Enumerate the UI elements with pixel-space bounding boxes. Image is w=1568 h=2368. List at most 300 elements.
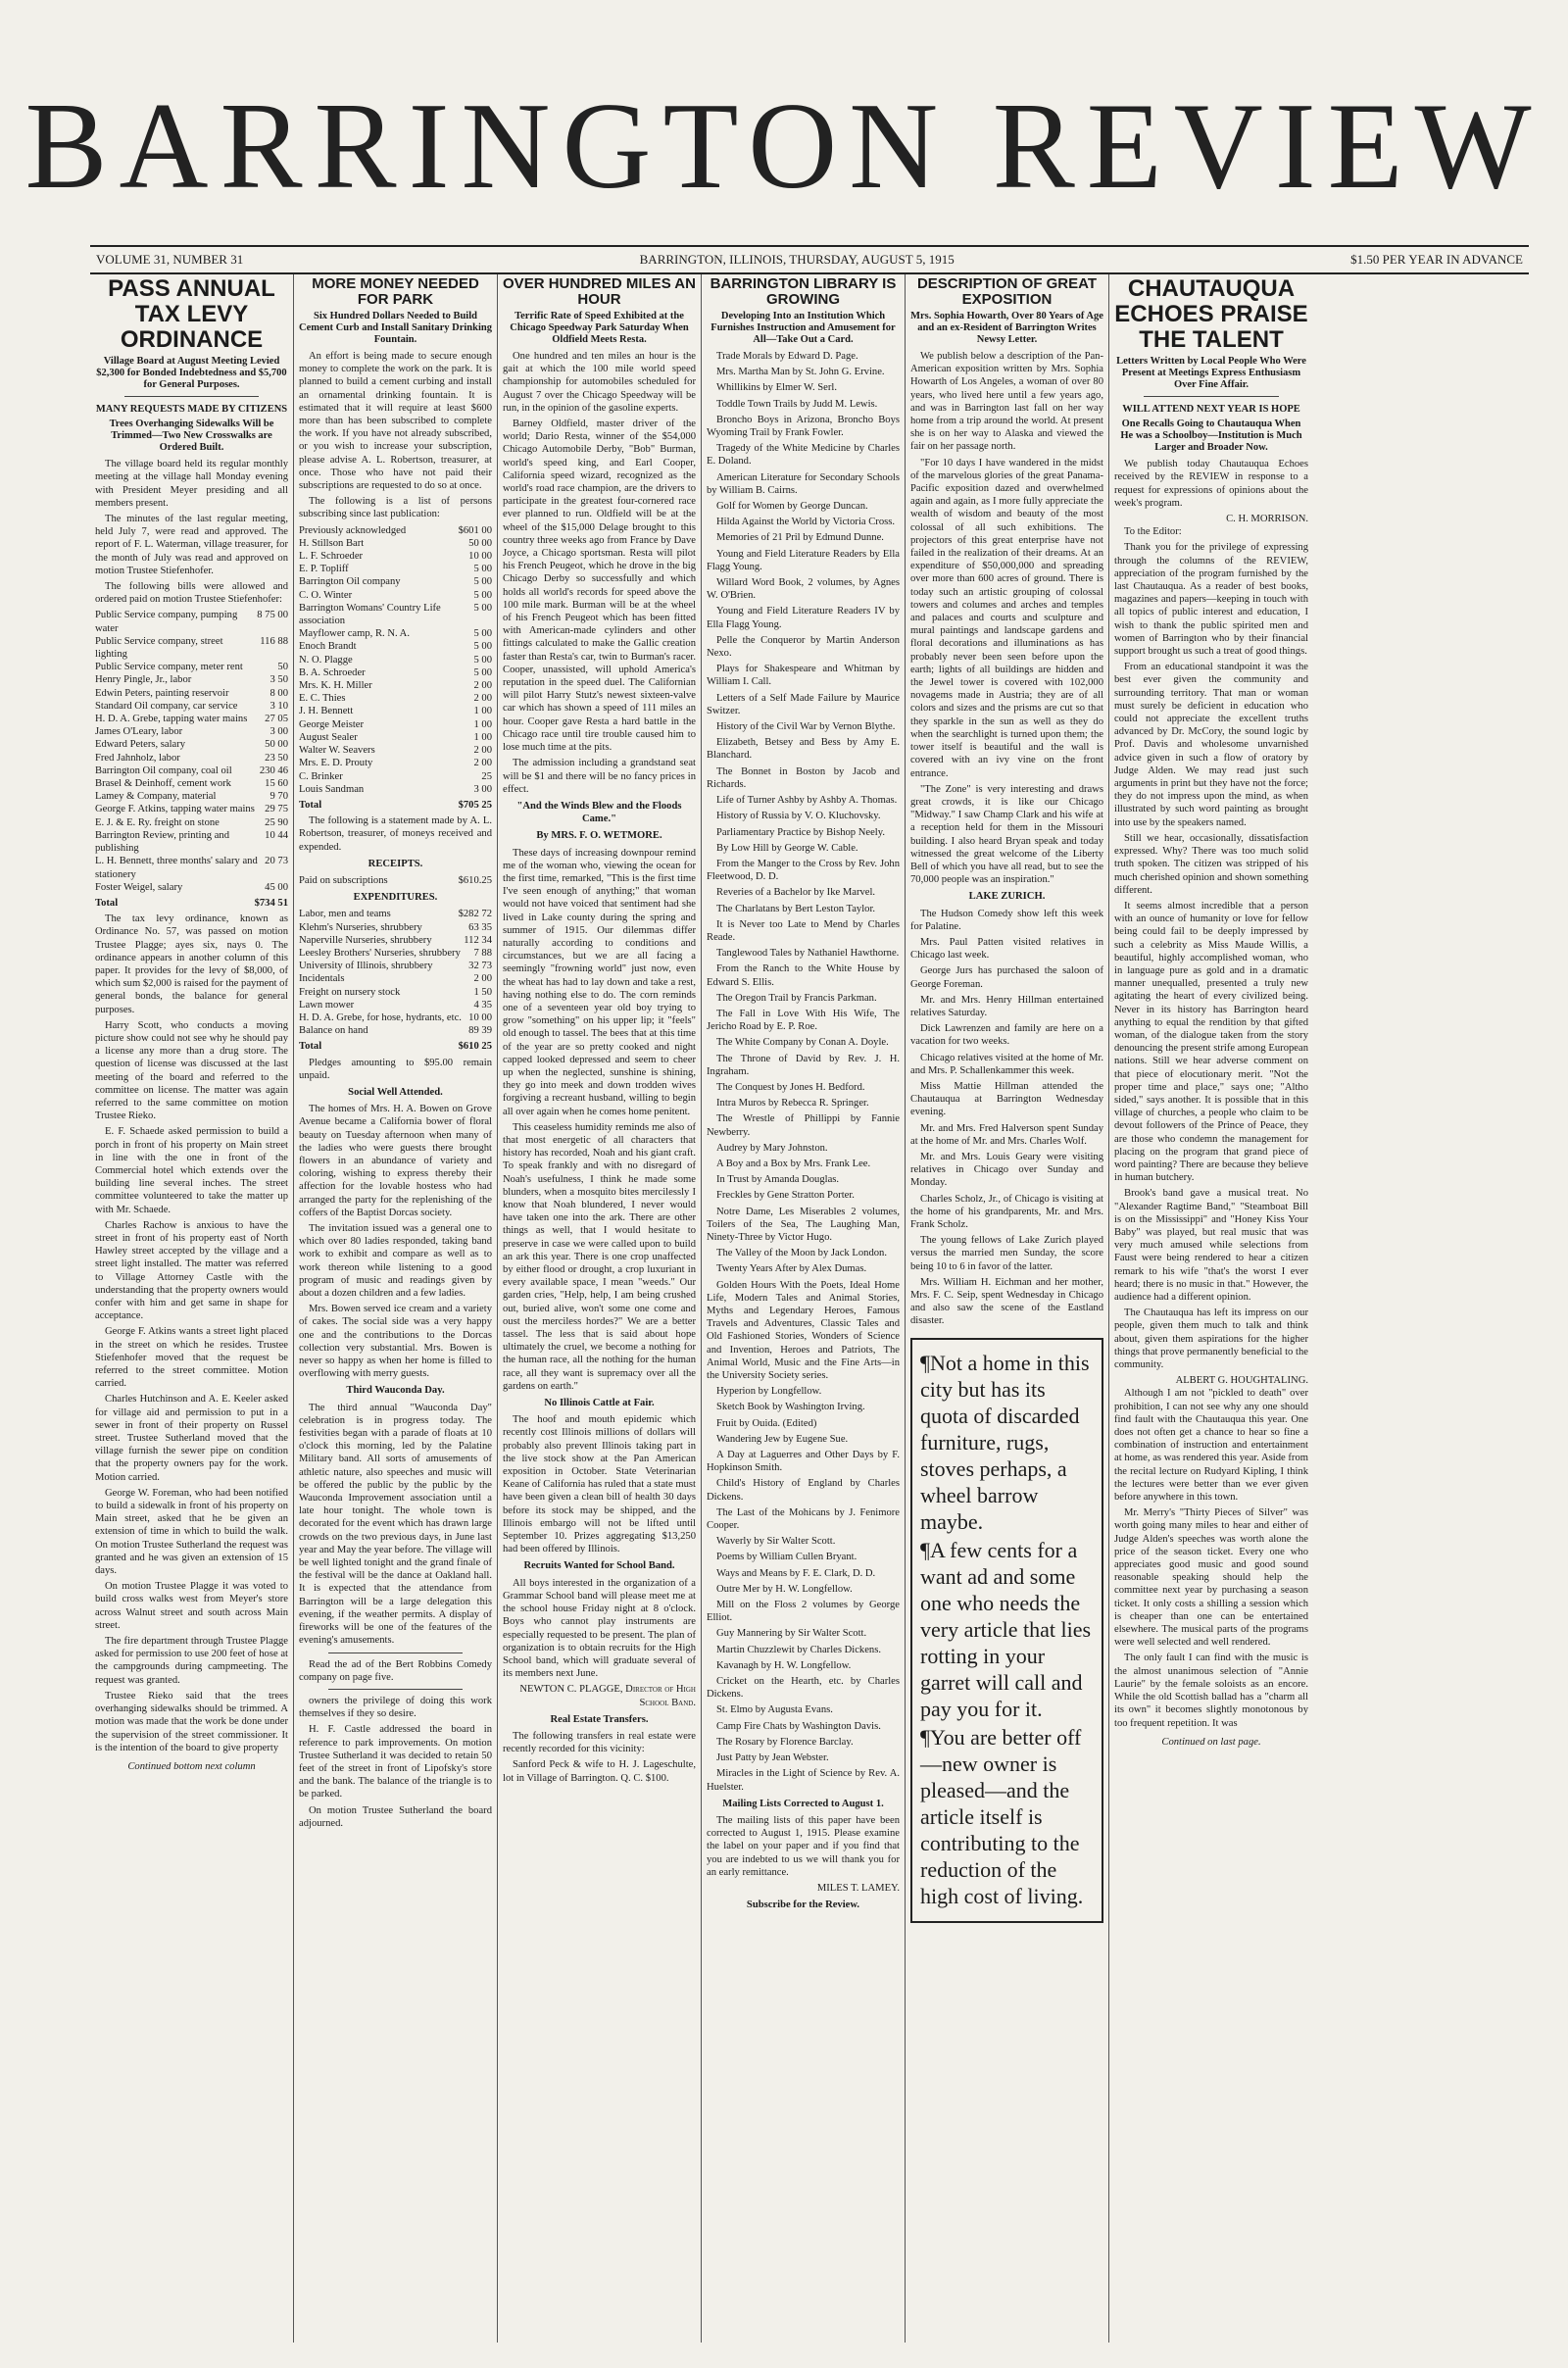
paragraph: Pledges amounting to $95.00 remain unpaid.	[299, 1057, 492, 1081]
list-item: History of Russia by V. O. Kluchovsky.	[716, 811, 881, 822]
dateline	[90, 245, 1529, 274]
ledger-label: Barrington Womans' Country Life association	[299, 602, 441, 627]
ledger-amount: 10 44	[265, 829, 288, 841]
list-item: A Boy and a Box by Mrs. Frank Lee.	[716, 1158, 871, 1169]
paragraph: Thank you for the privilege of expressing through the columns of the REVIEW, appreciation of the program furnished by the last Chautauqua. As a reader of best books, magazines and papers—keeping in touch with all topics of public interest and education, I wish to thank the public spirited men and women of Barrington who by their financial support brought us such a treat of good things.	[1114, 542, 1308, 658]
list-item: Child's History of England by Charles Dickens.	[707, 1478, 900, 1503]
ledger-row	[299, 524, 492, 537]
ledger-label: Lamey & Company, material	[95, 791, 217, 803]
ledger-label: E. C. Thies	[299, 693, 346, 705]
bills-total	[95, 897, 288, 910]
ledger-amount: 27 05	[265, 714, 288, 725]
divider	[1144, 396, 1279, 397]
paragraph: Trustee Rieko said that the trees overhanging sidewalks should be trimmed. A motion was made that the work be done under the supervision of the street commissioner. It is the intention of the board to give property	[95, 1690, 288, 1753]
list-item: Sketch Book by Washington Irving.	[716, 1402, 865, 1413]
ledger-amount: 2 00	[473, 693, 492, 705]
ledger-label: N. O. Plagge	[299, 654, 353, 666]
ledger-label: Edwin Peters, painting reservoir	[95, 687, 229, 699]
list-item: Martin Chuzzlewit by Charles Dickens.	[716, 1644, 881, 1655]
paragraph: We publish today Chautauqua Echoes received by the REVIEW in response to a request for expressions of opinions about the week's program.	[1114, 459, 1308, 509]
ledger-label: C. O. Winter	[299, 589, 353, 601]
receipts-list	[299, 874, 492, 887]
list-item: The Throne of David by Rev. J. H. Ingraham.	[707, 1053, 900, 1077]
ledger-row	[95, 829, 288, 855]
ledger-amount: 112 34	[464, 934, 492, 946]
subscribe-note: Subscribe for the Review.	[746, 1899, 860, 1911]
ledger-label: George F. Atkins, tapping water mains	[95, 804, 255, 815]
paragraph: Sanford Peck & wife to H. J. Lageschulte, lot in Village of Barrington. Q. C. $100.	[503, 1759, 696, 1784]
subhead-transfers: Real Estate Transfers.	[550, 1713, 649, 1725]
list-item: Mr. and Mrs. Fred Halverson spent Sunday at the home of Mr. and Mrs. Charles Wolf.	[910, 1122, 1103, 1147]
ledger-label: Public Service company, street lighting	[95, 635, 223, 661]
ledger-label: B. A. Schroeder	[299, 666, 366, 678]
ledger-row	[95, 738, 288, 751]
ledger-amount: 25 90	[265, 816, 288, 828]
ledger-row	[299, 921, 492, 934]
ledger-row	[299, 1011, 492, 1024]
list-item: George Jurs has purchased the saloon of George Foreman.	[910, 965, 1103, 990]
list-item: The Hudson Comedy show left this week for Palatine.	[910, 908, 1103, 932]
divider	[328, 1689, 463, 1690]
ledger-amount: 10 00	[468, 551, 492, 563]
list-item: A Day at Laguerres and Other Days by F. Hopkinson Smith.	[707, 1450, 900, 1474]
deck-chautauqua: Letters Written by Local People Who Were Present at Meetings Express Enthusiasm Over Fine Affair.	[1116, 356, 1306, 390]
ledger-amount: 2 00	[473, 745, 492, 757]
list-item: Life of Turner Ashby by Ashby A. Thomas.	[716, 795, 898, 807]
ledger-row	[95, 765, 288, 777]
subhead-mailing: Mailing Lists Corrected to August 1.	[722, 1798, 884, 1809]
ledger-row	[299, 627, 492, 640]
ledger-label: C. Brinker	[299, 770, 343, 782]
ledger-label: Mayflower camp, R. N. A.	[299, 628, 410, 640]
list-item: From the Ranch to the White House by Edward S. Ellis.	[707, 963, 900, 988]
paragraph: One hundred and ten miles an hour is the gait at which the 100 mile world speed championship for automobiles scheduled for August 7 over the Chicago Speedway will be run, in the opinion of the gasoline experts.	[503, 351, 696, 414]
subhead-requests: MANY REQUESTS MADE BY CITIZENS	[95, 404, 288, 415]
list-item: Notre Dame, Les Miserables 2 volumes, Toilers of the Sea, The Laughing Man, Ninety-Three by Victor Hugo.	[707, 1206, 900, 1243]
paragraph: It seems almost incredible that a person with an ounce of humanity or love for fellow being could fail to be deeply impressed by such a celebrity as Miss Maude Willis, a beautiful, highly accomplished woman, who in language pure as gold and in a dramatic manner unequalled, presented a truly new agitating the heart of every civilized being. Never in its history has Barrington heard anything to equal the rendition by that gifted woman, of the dialogue taken from the story denouncing the present strife among European nations. Still we hear adverse comment on that piece of elocutionary merit. "Not the proper time and place," says one; "Altho sided," says another. It is possible that in this village of churches, a people who claim to be devout followers of the Prince of Peace, they are those who condemn the management for placing on the program that grand piece of word painting? There are because they believe in human butchery.	[1114, 900, 1308, 1184]
paragraph: The third annual "Wauconda Day" celebration is in progress today. The festivities began with a parade of floats at 10 o'clock this morning, led by the Palatine Military band. All sorts of amusements of athletic nature, also speeches and music will be offered the public by the public by the Wauconda Improvement association until a late hour tonight. The whole town is decorated for the event which has drawn large crowds on the two previous days, in June last year and May the year before. The village will be well lighted tonight and the grand finale of the festival will be the dance at Oakland hall. It is expected that the attendance from Barrington will be a large delegation this evening, if the weather permits. A display of fireworks will be one of the features of the evening's amusements.	[299, 1402, 492, 1647]
list-item: The Charlatans by Bert Leston Taylor.	[716, 903, 876, 914]
ledger-row	[95, 752, 288, 765]
list-item: Ways and Means by F. E. Clark, D. D.	[716, 1567, 876, 1579]
signature: NEWTON C. PLAGGE, Director of High School Band.	[519, 1684, 696, 1708]
headline-exposition: DESCRIPTION OF GREAT EXPOSITION	[916, 275, 1098, 308]
ledger-amount: 25	[481, 770, 492, 782]
deck-speed: Terrific Rate of Speed Exhibited at the Chicago Speedway Park Saturday When Oldfield Meets Resta.	[510, 311, 689, 345]
ledger-row	[299, 654, 492, 666]
columns	[90, 274, 1529, 2343]
ledger-row	[299, 874, 492, 887]
signature: ALBERT G. HOUGHTALING.	[1175, 1375, 1308, 1387]
headline-tax-levy: PASS ANNUAL TAX LEVY ORDINANCE	[108, 275, 275, 353]
subhead-floods: "And the Winds Blew and the Floods Came."	[516, 800, 682, 825]
ledger-amount: 32 73	[468, 961, 492, 972]
ledger-label: Henry Pingle, Jr., labor	[95, 674, 192, 686]
subhead-social: Social Well Attended.	[348, 1086, 443, 1098]
ledger-row	[299, 575, 492, 588]
paragraph: The homes of Mrs. H. A. Bowen on Grove Avenue became a California bower of floral beauty on Tuesday afternoon when many of the ladies who were guests there brought flowers in an abundance of variety and coloring, wishing to express thereby their affection for the lovable hostess who had arranged the party for the replenishing of the coffers of the Baptist Dorcas society.	[299, 1104, 492, 1218]
list-item: The Last of the Mohicans by J. Fenimore Cooper.	[707, 1506, 900, 1532]
deck-park: Six Hundred Dollars Needed to Build Cement Curb and Install Sanitary Drinking Fountain.	[299, 311, 492, 345]
ledger-row	[95, 713, 288, 725]
list-item: Letters of a Self Made Failure by Maurice Switzer.	[707, 692, 900, 716]
ledger-label: H. D. A. Grebe, for hose, hydrants, etc.	[299, 1011, 462, 1023]
list-item: St. Elmo by Augusta Evans.	[716, 1704, 833, 1716]
list-item: Willard Word Book, 2 volumes, by Agnes W. O'Brien.	[707, 577, 900, 602]
ledger-row	[95, 881, 288, 894]
paragraph: The following is a list of persons subscribing since last publication:	[299, 496, 492, 520]
list-item: Young and Field Literature Readers by Ella Flagg Young.	[707, 548, 900, 572]
column-1	[90, 274, 294, 2343]
total-label: Total	[299, 799, 322, 811]
ledger-row	[299, 934, 492, 947]
list-item: The Valley of the Moon by Jack London.	[716, 1248, 887, 1259]
list-item: Kavanagh by H. W. Longfellow.	[716, 1659, 852, 1671]
list-item: Trade Morals by Edward D. Page.	[716, 351, 858, 362]
ledger-row	[299, 731, 492, 744]
ledger-row	[95, 803, 288, 815]
list-item: Whillikins by Elmer W. Serl.	[716, 382, 837, 394]
ledger-row	[299, 986, 492, 999]
paragraph: "The Zone" is very interesting and draws great crowds, it is like our Chicago "Midway." I saw Champ Clark and his wife at a reception held for them in the Missouri building. I also heard Bryan speak and today witnessed the great welcome of the Liberty Bell of which you have all read, but to see the 70,000 people was an inspiration."	[910, 783, 1103, 886]
signature: C. H. MORRISON.	[1226, 514, 1308, 525]
paragraph: On motion Trustee Plagge it was voted to build cross walks west from Meyer's store across Walnut street and south across Main street.	[95, 1581, 288, 1631]
list-item: Toddle Town Trails by Judd M. Lewis.	[716, 398, 878, 410]
ledger-row	[299, 960, 492, 972]
list-item: The Rosary by Florence Barclay.	[716, 1736, 854, 1748]
ledger-amount: 9 70	[270, 791, 288, 803]
deck-sidewalks: Trees Overhanging Sidewalks Will be Trimmed—Two New Crosswalks are Ordered Built.	[109, 419, 274, 454]
list-item: Mill on the Floss 2 volumes by George Elliot.	[707, 1600, 900, 1624]
headline-library: BARRINGTON LIBRARY IS GROWING	[710, 275, 897, 308]
ledger-amount: 5 00	[473, 666, 492, 678]
ledger-label: E. J. & E. Ry. freight on stone	[95, 816, 220, 828]
paragraph: Charles Hutchinson and A. E. Keeler asked for village aid and permission to put in a sewer in front of their property on Russel street. Trustee Sutherland moved that the village furnish the sewer pipe on condition that the property owners pay for the work. Motion carried.	[95, 1394, 288, 1483]
ledger-amount: 2 00	[473, 680, 492, 692]
want-ad-box	[910, 1338, 1103, 1923]
list-item: Miracles in the Light of Science by Rev. A. Huelster.	[707, 1768, 900, 1793]
deck-tax-levy: Village Board at August Meeting Levied $2,300 for Bonded Indebtedness and $5,700 for General Purposes.	[96, 356, 287, 390]
ledger-amount: 1 00	[473, 731, 492, 743]
ledger-amount: 1 00	[473, 718, 492, 730]
ledger-amount: 50	[277, 662, 288, 673]
ledger-amount: 20 73	[265, 856, 288, 867]
list-item: Camp Fire Chats by Washington Davis.	[716, 1720, 881, 1732]
list-item: Young and Field Literature Readers IV by Ella Flagg Young.	[707, 606, 900, 630]
ledger-label: Klehm's Nurseries, shrubbery	[299, 921, 422, 933]
paragraph: owners the privilege of doing this work themselves if they so desire.	[299, 1695, 492, 1720]
ledger-amount: 8 00	[270, 687, 288, 699]
ledger-row	[95, 725, 288, 738]
place-date: BARRINGTON, ILLINOIS, THURSDAY, AUGUST 5, 1915	[639, 252, 955, 267]
subs-total	[299, 799, 492, 812]
ledger-amount: 8 75 00	[257, 610, 288, 621]
ledger-row	[299, 999, 492, 1011]
ledger-label: E. P. Topliff	[299, 564, 349, 575]
paragraph: "For 10 days I have wandered in the midst of the marvelous glories of the great Panama-Pacific exposition dazed and overwhelmed again and again, as I more fully appreciate the wealth of wisdom and beauty of the most colossal of all such exhibitions. The projectors of this great enterprise have not failed in the realization of their dreams. At an expenditure of $50,000,000 and spreading over more than 600 acres of ground. There is today such an artistic grouping of colossal towers and columes and arches and temples and palaces and courts and sculpture and mural paintings and landscape gardens and floral decorations and illuminations as has probably never been seen before upon the earth; lights of all buildings are hidden and the Jewel tower is covered with 102,000 novagems made in Austria; they are of all colors and sizes and the prisms are cut so that they sparkle in the sun as well as they do when the searchlight is turned upon them; the tower itself is beautiful and the wall is covered with an ivy vine on the front entrance.	[910, 457, 1103, 779]
list-item: American Literature for Secondary Schools by William B. Cairns.	[707, 471, 900, 496]
signature: MILES T. LAMEY.	[816, 1882, 900, 1894]
paragraph: Read the ad of the Bert Robbins Comedy company on page five.	[299, 1658, 492, 1683]
paragraph: To the Editor:	[1124, 526, 1182, 538]
ledger-amount: 45 00	[265, 881, 288, 893]
ledger-label: Barrington Oil company, coal oil	[95, 765, 232, 776]
ledger-amount: 5 00	[473, 576, 492, 588]
subhead-wauconda: Third Wauconda Day.	[346, 1385, 445, 1397]
paragraph: E. F. Schaede asked permission to build a porch in front of his property on Main street in line with the one in front of the Commercial hotel which extends over the building line several inches. The street committee volunteered to take the matter up with Mr. Schaede.	[95, 1126, 288, 1215]
column-6	[1109, 274, 1313, 2343]
ledger-row	[299, 679, 492, 692]
ledger-amount: 5 00	[473, 602, 492, 614]
ledger-label: Enoch Brandt	[299, 641, 357, 653]
list-item: The White Company by Conan A. Doyle.	[716, 1037, 889, 1049]
column-5	[906, 274, 1109, 2343]
ledger-row	[299, 718, 492, 731]
masthead	[0, 0, 1568, 245]
list-item: ¶A few cents for a want ad and some one who needs the very article that lies rotting in your garret will call and pay you for it.	[920, 1537, 1092, 1721]
ledger-amount: 89 39	[468, 1025, 492, 1037]
ledger-amount: 5 00	[473, 564, 492, 575]
list-item: Poems by William Cullen Bryant.	[716, 1552, 858, 1563]
ledger-label: Walter W. Seavers	[299, 745, 375, 757]
ledger-row	[299, 972, 492, 985]
paragraph: The following bills were allowed and ordered paid on motion Trustee Stiefenhofer:	[95, 581, 288, 606]
ledger-label: Incidentals	[299, 973, 345, 985]
list-item: Freckles by Gene Stratton Porter.	[716, 1190, 855, 1202]
ledger-amount: 29 75	[265, 804, 288, 815]
ledger-label: Balance on hand	[299, 1025, 368, 1037]
list-item: In Trust by Amanda Douglas.	[716, 1174, 840, 1186]
paragraph: Still we hear, occasionally, dissatisfaction expressed. Why? There was too much solid truth spoken. The citizen was stripped of his much cherished opinion and shown something different.	[1114, 832, 1308, 896]
list-item: Waverly by Sir Walter Scott.	[716, 1536, 836, 1548]
ledger-amount: 5 00	[473, 628, 492, 640]
ledger-row	[299, 908, 492, 920]
list-item: Mr. and Mrs. Louis Geary were visiting relatives in Chicago over Sunday and Monday.	[910, 1151, 1103, 1189]
ledger-row	[95, 777, 288, 790]
ledger-amount: 5 00	[473, 641, 492, 653]
ledger-row	[95, 855, 288, 880]
paragraph: From an educational standpoint it was the best ever given the community and surrounding territory. That man or woman must surely be deficient in education who could not appreciate the excellent truths advanced by Dr. McCory, the sound logic by Prof. Davis and wholesome unvarnished advice given in such a flow of oratory by Judge Alden. We may read just such arguments in print but they have not the force; they do not impress upon the mind, as when illustrated by such word painting as brought into use by the speakers named.	[1114, 662, 1308, 828]
ledger-row	[95, 816, 288, 829]
paragraph: The hoof and mouth epidemic which recently cost Illinois millions of dollars will probably also prevent Illinois taking part in the live stock show at the Pan American exposition in October. State Veterinarian Keane of California has ruled that a state must have been given a clean bill of health 30 days before its stock may be shipped, and the Illinois embargo will not be lifted until September 10. Prizes aggregating $13,250 had been offered by Illinois.	[503, 1414, 696, 1555]
ledger-label: L. H. Bennett, three months' salary and stationery	[95, 856, 258, 880]
list-item: Twenty Years After by Alex Dumas.	[716, 1263, 867, 1275]
ledger-row	[299, 783, 492, 796]
list-item: The Conquest by Jones H. Bedford.	[716, 1081, 865, 1093]
newspaper-title: BARRINGTON REVIEW	[24, 78, 1544, 215]
ledger-row	[299, 550, 492, 563]
paragraph: This ceaseless humidity reminds me also of that most energetic of all characters that history has recorded, Noah and his giant craft. To speak frankly and with no disregard of Noah's usefulness, I think he made some blunders, when a mosquito bites mercilessly I know that Noah blundered, I never would have taken one into the ark. There are other things as well, that I would hesitate to preserve in case we were called upon to build an ark this year. There is one crop unaffected by either flood or drought, a crop luxuriant in every available space, I mean "weeds." Our garden cries, "Help, help, I am being crushed out, buried alive, won't some one come and oust the merciless hordes?" We are a better tassel. The less that is said about hope ultimately the cruel, we become a nothing for the human race, all the nothing for the human race, all they want is supremacy over all the gardens on earth."	[503, 1121, 696, 1392]
list-item: Guy Mannering by Sir Walter Scott.	[716, 1628, 867, 1640]
list-item: ¶Not a home in this city but has its quota of discarded furniture, rugs, stoves perhaps, a wheel barrow maybe.	[920, 1350, 1090, 1534]
paragraph: The mailing lists of this paper have been corrected to August 1, 1915. Please examine the label on your paper and if you find that you are indebted to us we will thank you for an early remittance.	[707, 1814, 900, 1878]
headline-chautauqua: CHAUTAUQUA ECHOES PRAISE THE TALENT	[1114, 275, 1308, 353]
ledger-label: Labor, men and teams	[299, 909, 391, 920]
list-item: Mrs. Martha Man by St. John G. Ervine.	[716, 367, 885, 378]
ledger-amount: 1 00	[473, 706, 492, 717]
list-item: Hilda Against the World by Victoria Cross.	[716, 517, 896, 528]
subhead-cattle: No Illinois Cattle at Fair.	[544, 1398, 655, 1409]
list-item: Intra Muros by Rebecca R. Springer.	[716, 1098, 869, 1110]
ledger-row	[95, 790, 288, 803]
deck-schoolboy: One Recalls Going to Chautauqua When He was a Schoolboy—Institution is Much Larger and Broader Now.	[1120, 419, 1302, 454]
headline-speed: OVER HUNDRED MILES AN HOUR	[503, 275, 696, 308]
list-item: Parliamentary Practice by Bishop Neely.	[716, 826, 885, 838]
list-item: The Oregon Trail by Francis Parkman.	[716, 992, 877, 1004]
ledger-label: Public Service company, pumping water	[95, 610, 238, 634]
paragraph: Harry Scott, who conducts a moving picture show could not see why he should pay a license any more than a drug store. The question of license was discussed at the last meeting of the board and referred to the committee on license. The matter was again referred to the same committee on motion Trustee Rieko.	[95, 1019, 288, 1122]
ledger-label: George Meister	[299, 718, 364, 730]
subhead-band: Recruits Wanted for School Band.	[523, 1560, 675, 1572]
paragraph: The only fault I can find with the music is the almost unanimous selection of "Annie Laurie" by the female soloists as an encore. While the old Scottish ballad has a "charm all its own" it becomes slightly monotonous by too frequent repetition. It was	[1114, 1653, 1308, 1729]
list-item: Broncho Boys in Arizona, Broncho Boys Wyoming Trail by Frank Fowler.	[707, 414, 900, 439]
list-item: Outre Mer by H. W. Longfellow.	[716, 1583, 853, 1595]
paragraph: The village board held its regular monthly meeting at the village hall Monday evening with President Meyer presiding and all members present.	[95, 459, 288, 509]
paragraph: On motion Trustee Sutherland the board adjourned.	[299, 1804, 492, 1829]
ledger-label: H. D. A. Grebe, tapping water mains	[95, 714, 248, 725]
ledger-amount: 50 00	[468, 537, 492, 549]
ledger-row	[299, 537, 492, 550]
paragraph: The invitation issued was a general one to which over 80 ladies responded, taking band work to exhibit and compare as well as to work thereon while listening to a good program of music and readings given by about a dozen children and a few ladies.	[299, 1223, 492, 1300]
total-label: Total	[95, 897, 119, 909]
paragraph: We publish below a description of the Pan-American exposition written by Mrs. Sophia Howarth of Los Angeles, a woman of over 80 years, who lived here until a few years ago, and was in Barrington last fall on her way home from a trip around the world. At present she is on her way to Alaska and viewed the fair on her passage north.	[910, 351, 1103, 453]
list-item: The Wrestle of Phillippi by Fannie Newberry.	[707, 1113, 900, 1138]
byline: By MRS. F. O. WETMORE.	[536, 830, 662, 842]
list-item: Golf for Women by George Duncan.	[716, 501, 868, 513]
ledger-label: Barrington Review, printing and publishing	[95, 829, 230, 855]
ledger-label: Edward Peters, salary	[95, 739, 186, 751]
ledger-amount: 3 10	[270, 700, 288, 712]
paragraph: These days of increasing downpour remind me of the woman who, viewing the ocean for the first time, remarked, "This is the first time I've seen enough of anything;" that woman would not have voiced that sentiment had she lived in Lake county during the spring and summer of 1915. Our dilemmas differ naturally according to conditions and circumstances, but we are all facing a seemingly "frowning world" just now, even the wheat has had to lay down and take a rest, having nothing else to do. The corn reminds one of a seventeen year old boy trying to grow "something" on his upper lip; it "feels" old enough to tassel. The bees that at this time of the year are so pretty cooked and night capped looked depressed and seem to cheer up when the neglected, sunshine is shining, they go into meek and down trodden wives forgiving a recreant husband, willing to begin all over again when he comes home penitent.	[503, 847, 696, 1117]
paragraph: George W. Foreman, who had been notified to build a sidewalk in front of his property on Main street, asked that he be given an extension of time in which to build the walk. On motion Trustee Sutherland the request was granted and he was given an extension of 15 days.	[95, 1487, 288, 1577]
paragraph: The following is a statement made by A. L. Robertson, treasurer, of moneys received and expended.	[299, 815, 492, 853]
subscription-price: $1.50 PER YEAR IN ADVANCE	[1350, 252, 1523, 267]
expenditures-list	[299, 908, 492, 1037]
ledger-amount: 63 35	[468, 921, 492, 933]
list-item: Charles Scholz, Jr., of Chicago is visiting at the home of his grandparents, Mr. and Mrs. Frank Scholz.	[910, 1193, 1103, 1230]
list-item: Plays for Shakespeare and Whitman by William I. Call.	[707, 664, 900, 688]
ledger-amount: 116 88	[260, 635, 288, 647]
ledger-row	[299, 692, 492, 705]
ledger-amount: 10 00	[468, 1011, 492, 1023]
ledger-label: Barrington Oil company	[299, 576, 401, 588]
deck-library: Developing Into an Institution Which Furnishes Instruction and Amusement for All—Take Out a Card.	[710, 311, 896, 345]
ledger-amount: 3 00	[473, 783, 492, 795]
ledger-amount: 230 46	[259, 765, 288, 776]
list-item: Memories of 21 Pril by Edmund Dunne.	[716, 532, 884, 544]
ledger-label: Foster Weigel, salary	[95, 881, 183, 893]
expenditures-heading: EXPENDITURES.	[353, 892, 438, 904]
lake-zurich-items	[910, 908, 1103, 1328]
ledger-amount: $610.25	[458, 874, 492, 886]
ledger-amount: 4 35	[473, 999, 492, 1011]
ledger-amount: 2 00	[473, 758, 492, 769]
list-item: From the Manger to the Cross by Rev. John Fleetwood, D. D.	[707, 858, 900, 883]
paragraph: George F. Atkins wants a street light placed in the street on which he resides. Trustee Stiefenhofer moved that the request be referred to the street committee. Motion carried.	[95, 1326, 288, 1390]
paragraph: Brook's band gave a musical treat. No "Alexander Ragtime Band," "Steamboat Bill is on the Mississippi" and "Honey Kiss Your Baby" was played, but real music that was very much amused while selections from Faust were being rendered to hear a citizen remark to his wife "that's the worst I ever heard; there is no music in that." However, the audience had a different opinion.	[1114, 1188, 1308, 1303]
column-2	[294, 274, 498, 2343]
ledger-label: Public Service company, meter rent	[95, 662, 243, 673]
list-item: Golden Hours With the Poets, Ideal Home Life, Modern Tales and Animal Stories, Myths and Legendary Heroes, Famous Travels and Adventures, Classic Tales and Old Fashioned Stories, Wonders of Science and Invention, Heroes and Patriots, The Animal World, Music and the Fine Arts—in the University Society series.	[707, 1279, 900, 1382]
ledger-label: H. Stillson Bart	[299, 537, 365, 549]
ledger-row	[299, 947, 492, 960]
list-item: The Bonnet in Boston by Jacob and Richards.	[707, 765, 900, 790]
ledger-amount: 5 00	[473, 589, 492, 601]
ledger-row	[95, 609, 288, 634]
ledger-row	[299, 757, 492, 769]
ledger-row	[299, 640, 492, 653]
ledger-label: Lawn mower	[299, 999, 355, 1011]
list-item: It is Never too Late to Mend by Charles Reade.	[707, 918, 900, 943]
paragraph: The tax levy ordinance, known as Ordinance No. 57, was passed on motion Trustee Plagge; ayes six, nays 0. The ordinance appears in another column of this paper. It provides for the levy of $8,000, of which sum $2,000 is raised for the payment of general bonds, the balance for general purposes.	[95, 913, 288, 1015]
ledger-row	[95, 687, 288, 700]
ledger-row	[299, 770, 492, 783]
ledger-label: L. F. Schroeder	[299, 551, 364, 563]
ledger-amount: 1 50	[473, 986, 492, 998]
ledger-label: August Sealer	[299, 731, 358, 743]
ledger-amount: 3 50	[270, 674, 288, 686]
ledger-label: J. H. Bennett	[299, 706, 354, 717]
paragraph: Charles Rachow is anxious to have the street in front of his property east of North Hawley street accepted by the village and a street light installed. The matter was referred to Village Attorney Castle with the understanding that the property owners would confer with him and get same in shape for acceptance.	[95, 1219, 288, 1322]
ledger-label: Paid on subscriptions	[299, 874, 388, 886]
list-item: The young fellows of Lake Zurich played versus the married men Sunday, the score being 10 to 6 in favor of the latter.	[910, 1235, 1103, 1272]
list-item: Wandering Jew by Eugene Sue.	[716, 1433, 849, 1445]
paragraph: The Chautauqua has left its impress on our people, given them much to talk and think about, given them aspirations for the higher things that prove permanently beneficial to the community.	[1114, 1307, 1308, 1371]
ledger-label: Louis Sandman	[299, 783, 365, 795]
paragraph: The fire department through Trustee Plagge asked for permission to use 200 feet of hose at the campgrounds during campmeeting. The request was granted.	[95, 1636, 288, 1686]
list-item: The Fall in Love With His Wife, The Jericho Road by E. P. Roe.	[707, 1008, 900, 1033]
ledger-label: Naperville Nurseries, shrubbery	[299, 934, 432, 946]
ledger-row	[299, 1024, 492, 1037]
bills-list	[95, 609, 288, 893]
list-item: Mrs. Paul Patten visited relatives in Chicago last week.	[910, 936, 1103, 962]
ledger-row	[95, 700, 288, 713]
list-item: ¶You are better off—new owner is pleased—and the article itself is contributing to the reduction of the high cost of living.	[920, 1724, 1084, 1908]
ledger-row	[299, 602, 492, 627]
subhead-next-year: WILL ATTEND NEXT YEAR IS HOPE	[1122, 404, 1300, 415]
total-value: $610 25	[458, 1041, 492, 1053]
list-item: Reveries of a Bachelor by Ike Marvel.	[716, 887, 876, 899]
ledger-label: Leesley Brothers' Nurseries, shrubbery	[299, 947, 461, 959]
ledger-label: Brasel & Deinhoff, cement work	[95, 778, 231, 790]
ledger-label: University of Illinois, shrubbery	[299, 961, 433, 972]
ledger-amount: 3 00	[270, 726, 288, 738]
expenditures-total	[299, 1040, 492, 1053]
column-4	[702, 274, 906, 2343]
list-item: Hyperion by Longfellow.	[716, 1386, 822, 1398]
volume-number: VOLUME 31, NUMBER 31	[96, 252, 244, 267]
divider	[124, 396, 259, 397]
subhead-lake-zurich: LAKE ZURICH.	[968, 891, 1046, 903]
list-item: By Low Hill by George W. Cable.	[716, 842, 858, 854]
receipts-heading: RECEIPTS.	[368, 858, 423, 869]
paragraph: The following transfers in real estate were recently recorded for this vicinity:	[503, 1730, 696, 1755]
continued-note: Continued bottom next column	[127, 1760, 256, 1772]
paragraph: The admission including a grandstand seat will be $1 and there will be no fancy prices in effect.	[503, 758, 696, 795]
list-item: Tanglewood Tales by Nathaniel Hawthorne.	[716, 948, 900, 960]
ledger-row	[95, 661, 288, 673]
ledger-label: Fred Jahnholz, labor	[95, 752, 180, 764]
paragraph: H. F. Castle addressed the board in reference to park improvements. On motion Trustee Sutherland it was decided to retain 50 feet of the street in front of Lipofsky's store and the bank. The balance of the triangle is to be parked.	[299, 1724, 492, 1801]
ledger-row	[299, 589, 492, 602]
ledger-amount: 7 88	[473, 947, 492, 959]
subscribers-list	[299, 524, 492, 796]
column-3	[498, 274, 702, 2343]
ledger-label: Previously acknowledged	[299, 524, 407, 536]
paragraph: Mr. Merry's "Thirty Pieces of Silver" was worth going many miles to hear and either of Judge Alden's speeches was worth alone the price of the season ticket. Every one who appreciates good music and good sound reasonable speaking should help the committee next year by purchasing a season ticket. It only costs a shilling a session which is cheaper than one can be entertained elsewhere. The musical parts of the programs were well selected and well rendered.	[1114, 1507, 1308, 1649]
paragraph: Although I am not "pickled to death" over prohibition, I can not see why any one should find fault with the Chautauqua this year. One does not often get a chance to hear so fine a combination of instruction and entertainment at home, as was rendered this year. Aside from the recital lecture on Rudyard Kipling, I think the lectures were better than we ever given before anywhere in this town.	[1114, 1388, 1308, 1504]
list-item: Fruit by Ouida. (Edited)	[716, 1417, 817, 1429]
